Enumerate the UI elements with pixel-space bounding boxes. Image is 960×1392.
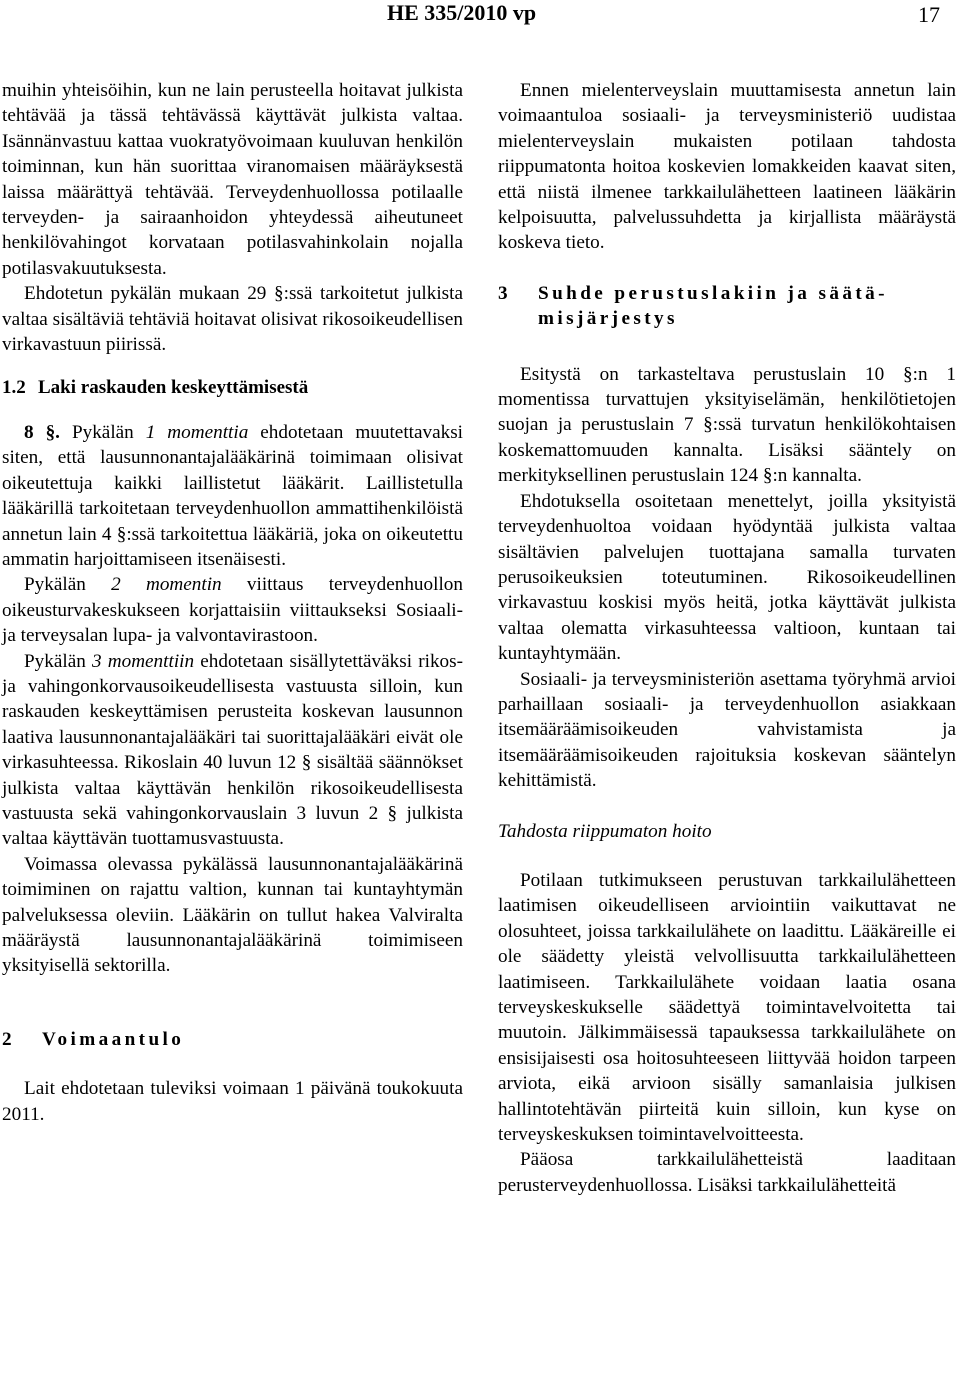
- text-run: viittaus terveydenhuollon oikeusturvakeskukseen korjattaisiin viittaukseksi Sosiaali- ja terveysalan lupa- ja valvontavirastoon.: [2, 574, 463, 647]
- page-number: 17: [918, 2, 940, 27]
- left-column: [2, 78, 463, 1127]
- subheading: Tahdosta riippumaton hoito: [498, 820, 712, 842]
- paragraph: Pääosa tarkkailulähetteistä laaditaan perusterveydenhuollossa. Lisäksi tarkkailulähetteitä: [498, 1149, 956, 1196]
- paragraph: muihin yhteisöihin, kun ne lain perusteella hoitavat julkista tehtävää ja tässä tehtävässä käyttävät julkista valtaa. Isännänvastuu kattaa vuokratyövoimaan kuuluvan henkilön toiminnan, kun hän suorittaa viranomaisen määräyksestä laissa määrättyä tehtävää. Terveydenhuollossa potilaalle terveyden- ja sairaanhoidon yhteydessä aiheutuneet henkilövahingot korvataan potilasvahinkolain nojalla potilasvakuutuksesta.: [2, 80, 463, 279]
- text-run: Pykälän: [24, 650, 92, 672]
- section-title: [538, 281, 888, 332]
- page-header: [0, 0, 960, 28]
- text-run: ehdotetaan sisällytettäväksi rikos- ja vahingonkorvausoikeudellisesta vastuusta silloin, kun raskauden keskeyttämisen perusteita koskevan lausunnon laativa lausunnonantajalääkäri tai suorittajalääkäri eivät ole virkasuhteessa. Rikoslain 40 luvun 12 § sisältää säännökset julkista valtaa käyttävän henkilön rikosoikeudellisesta vastuusta sekä vahingonkorvauslain 3 luvun 2 § julkista valtaa käyttävän tuottamusvastuusta.: [2, 650, 463, 850]
- section-heading-2: [2, 1027, 463, 1052]
- emphasis: 2 momentin: [111, 574, 222, 596]
- paragraph: Potilaan tutkimukseen perustuvan tarkkailulähetteen laatimisen oikeudelliseen arviointiin vaikuttavat ne olosuhteet, joissa tarkkailulähete on laadittu. Lääkäreille ei ole säädetty yleistä velvollisuutta tarkkailulähetteen laatimiseen. Tarkkailulähete voidaan laatia osana terveyskeskukselle säädettyä toimintavelvoitetta tai muutoin. Jälkimmäisessä tapauksessa tarkkailulähete on ensisijaisesti osa hoitosuhteeseen liittyvää hoidon tarpeen arviota, eikä arvioon sisälly samanlaisia julkisen hallintotehtävän piirteitä kuin silloin, kun kyse on terveyskeskuksen toimintavelvoitteesta.: [498, 869, 956, 1146]
- emphasis: 3 momenttiin: [91, 650, 195, 672]
- section-heading-1-2: [2, 375, 463, 400]
- text-run: Pykälän: [24, 574, 112, 596]
- section-number: 3: [498, 282, 508, 304]
- section-title-line: Suhde perustuslakiin ja säätä-: [538, 282, 888, 304]
- paragraph: Voimassa olevassa pykälässä lausunnonantajalääkärinä toimiminen on rajattu valtion, kunnan tai kuntayhtymän palveluksessa oleviin. Lääkärin on tullut hakea Valviralta määräystä lausunnonantajalääkärinä toimimiseen yksityisellä sektorilla.: [2, 853, 463, 977]
- section-reference: 8 §.: [24, 421, 60, 443]
- section-heading-3: [498, 281, 956, 332]
- emphasis: 1 momenttia: [145, 421, 249, 443]
- text-run: Pykälän: [59, 421, 146, 443]
- paragraph: Esitystä on tarkasteltava perustuslain 10 §:n 1 momentissa turvattujen yksityiselämän, henkilötietojen suojan ja perustuslain 7 §:ssä turvatun henkilökohtaisen koskemattomuuden kannalta. Lisäksi sääntely on merkityksellinen perustuslain 124 §:n kannalta.: [498, 363, 956, 487]
- paragraph: Lait ehdotetaan tuleviksi voimaan 1 päivänä toukokuuta 2011.: [2, 1078, 463, 1125]
- paragraph: [2, 420, 463, 572]
- right-column: [498, 78, 956, 1198]
- section-number: 1.2: [2, 377, 26, 399]
- text-run: ehdotetaan muutettavaksi siten, että lausunnonantajalääkärinä toimimaan olisivat oikeutettuja kaikki laillistetut lääkärit. Laillistetulla lääkärillä tarkoitetaan terveydenhuollon ammattihenkilöistä annetun lain 4 §:ssä tarkoitettua lääkäriä, joka on oikeutettu ammatin harjoittamiseen itsenäisesti.: [2, 421, 463, 570]
- document-id: HE 335/2010 vp: [387, 0, 537, 25]
- paragraph: [2, 572, 463, 648]
- paragraph: Sosiaali- ja terveysministeriön asettama työryhmä arvioi parhaillaan sosiaali- ja terveydenhuollon asiakkaan itsemääräämisoikeuden vahvistamista ja itsemääräämisoikeuden rajoituksia koskevan sääntelyn kehittämistä.: [498, 668, 956, 792]
- section-title-line: misjärjestys: [538, 308, 678, 330]
- paragraph: [2, 649, 463, 852]
- section-number: 2: [2, 1028, 12, 1050]
- paragraph: Ehdotetun pykälän mukaan 29 §:ssä tarkoitetut julkista valtaa sisältäviä tehtäviä hoitavat olisivat rikosoikeudellisen virkavastuun piirissä.: [2, 283, 463, 356]
- section-title: Voimaantulo: [42, 1028, 185, 1050]
- paragraph: Ennen mielenterveyslain muuttamisesta annetun lain voimaantuloa sosiaali- ja terveysministeriö uudistaa mielenterveyslain mukaisten potilaan tahdosta riippumatonta hoitoa koskevien lomakkeiden kaavat siten, että niistä ilmenee tarkkailulähetteen laatineen lääkärin kelpoisuutta, palvelussuhdetta ja kirjallista määräystä koskeva tieto.: [498, 80, 956, 254]
- section-title: Laki raskauden keskeyttämisestä: [38, 377, 309, 399]
- paragraph: Ehdotuksella osoitetaan menettelyt, joilla yksityistä terveydenhuoltoa voidaan hyödyntää julkista valtaa sisältävien palvelujen tuottajana samalla turvaten perusoikeuksien toteutuminen. Rikosoikeudellinen virkavastuu koskisi myös heitä, jotka käyttävät julkista valtaa olematta virkasuhteessa valtioon, kuntaan tai kuntayhtymään.: [498, 490, 956, 665]
